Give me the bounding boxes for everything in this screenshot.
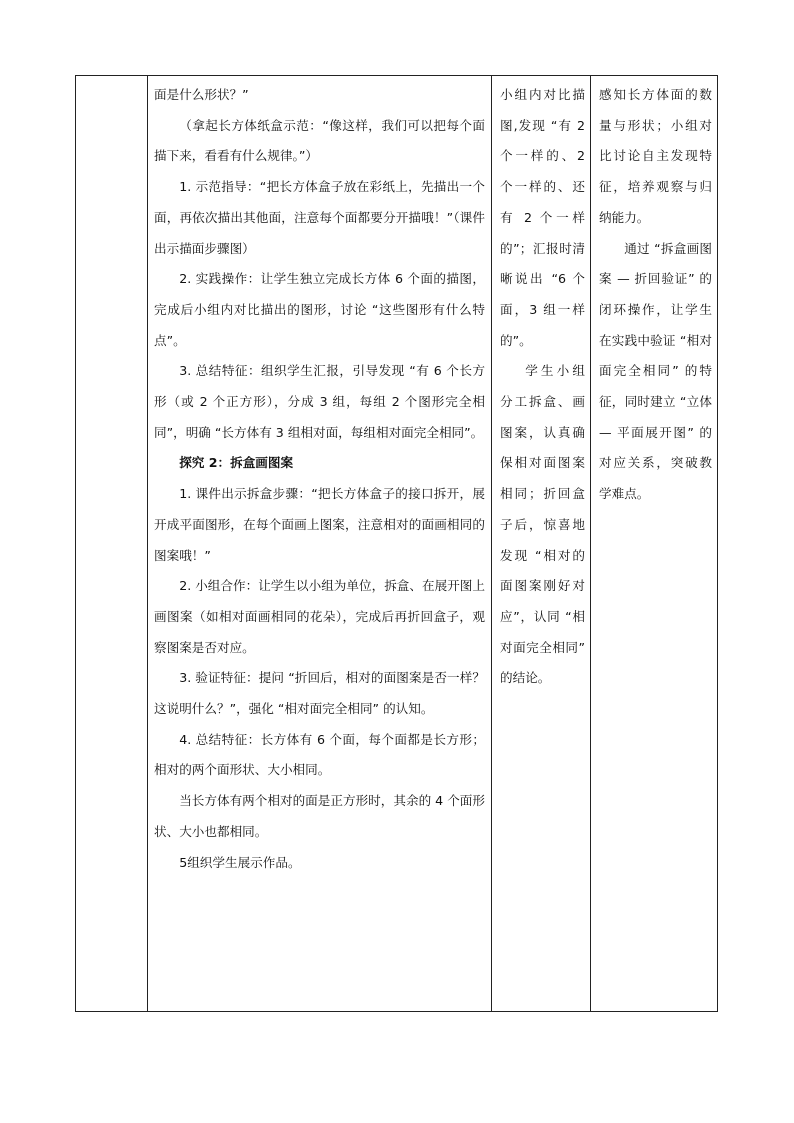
- lesson-plan-table: [75, 75, 718, 1012]
- paragraph: 3. 总结特征：组织学生汇报，引导发现 “有 6 个长方形（或 2 个正方形），分成 3 组，每组 2 个图形完全相同”，明确 “长方体有 3 组相对面，每组相对面完全相同”。: [154, 363, 485, 440]
- paragraph: 感知长方体面的数量与形状；小组对比讨论自主发现特征，培养观察与归纳能力。: [599, 87, 712, 225]
- student-activity-cell: [492, 76, 590, 1011]
- paragraph: 4. 总结特征：长方体有 6 个面，每个面都是长方形；相对的两个面形状、大小相同。: [154, 731, 485, 778]
- paragraph: 面是什么形状？”: [154, 87, 249, 102]
- paragraph: 2. 实践操作：让学生独立完成长方体 6 个面的描图，完成后小组内对比描出的图形，讨论 “这些图形有什么特点”。: [154, 271, 485, 348]
- paragraph: 当长方体有两个相对的面是正方形时，其余的 4 个面形状、大小也都相同。: [154, 793, 485, 839]
- paragraph: 小组内对比描图,发现 “有 2 个一样的、2 个一样的、还有 2 个一样的”；汇报时清晰说出 “6 个面，3 组一样的”。: [500, 87, 585, 348]
- paragraph: 通过 “拆盒画图案 — 折回验证” 的闭环操作，让学生在实践中验证 “相对面完全相同” 的特征，同时建立 “立体 — 平面展开图” 的对应关系，突破教学难点。: [599, 240, 712, 502]
- teacher-activity-cell: [148, 76, 491, 1011]
- paragraph: 5组织学生展示作品。: [179, 854, 301, 870]
- paragraph: 3. 验证特征：提问 “折回后，相对的面图案是否一样？这说明什么？”，强化 “相对面完全相同” 的认知。: [154, 670, 485, 717]
- paragraph: 1. 示范指导：“把长方体盒子放在彩纸上，先描出一个面，再依次描出其他面，注意每个面都要分开描哦！”（课件出示描面步骤图）: [154, 179, 485, 256]
- design-intent-cell: [591, 76, 718, 1011]
- paragraph: （拿起长方体纸盒示范：“像这样，我们可以把每个面描下来，看看有什么规律。”）: [154, 117, 485, 164]
- paragraph: 学生小组分工拆盒、画图案，认真确保相对面图案相同；折回盒子后，惊喜地发现 “相对的面图案刚好对应”，认同 “相对面完全相同” 的结论。: [500, 363, 585, 686]
- paragraph: 2. 小组合作：让学生以小组为单位，拆盒、在展开图上画图案（如相对面画相同的花朵），完成后再折回盒子，观察图案是否对应。: [154, 578, 485, 655]
- section-heading: 探究 2：拆盒画图案: [179, 455, 294, 471]
- paragraph: 1. 课件出示拆盒步骤：“把长方体盒子的接口拆开，展开成平面图形，在每个面画上图案，注意相对的面画相同的图案哦！”: [154, 486, 485, 563]
